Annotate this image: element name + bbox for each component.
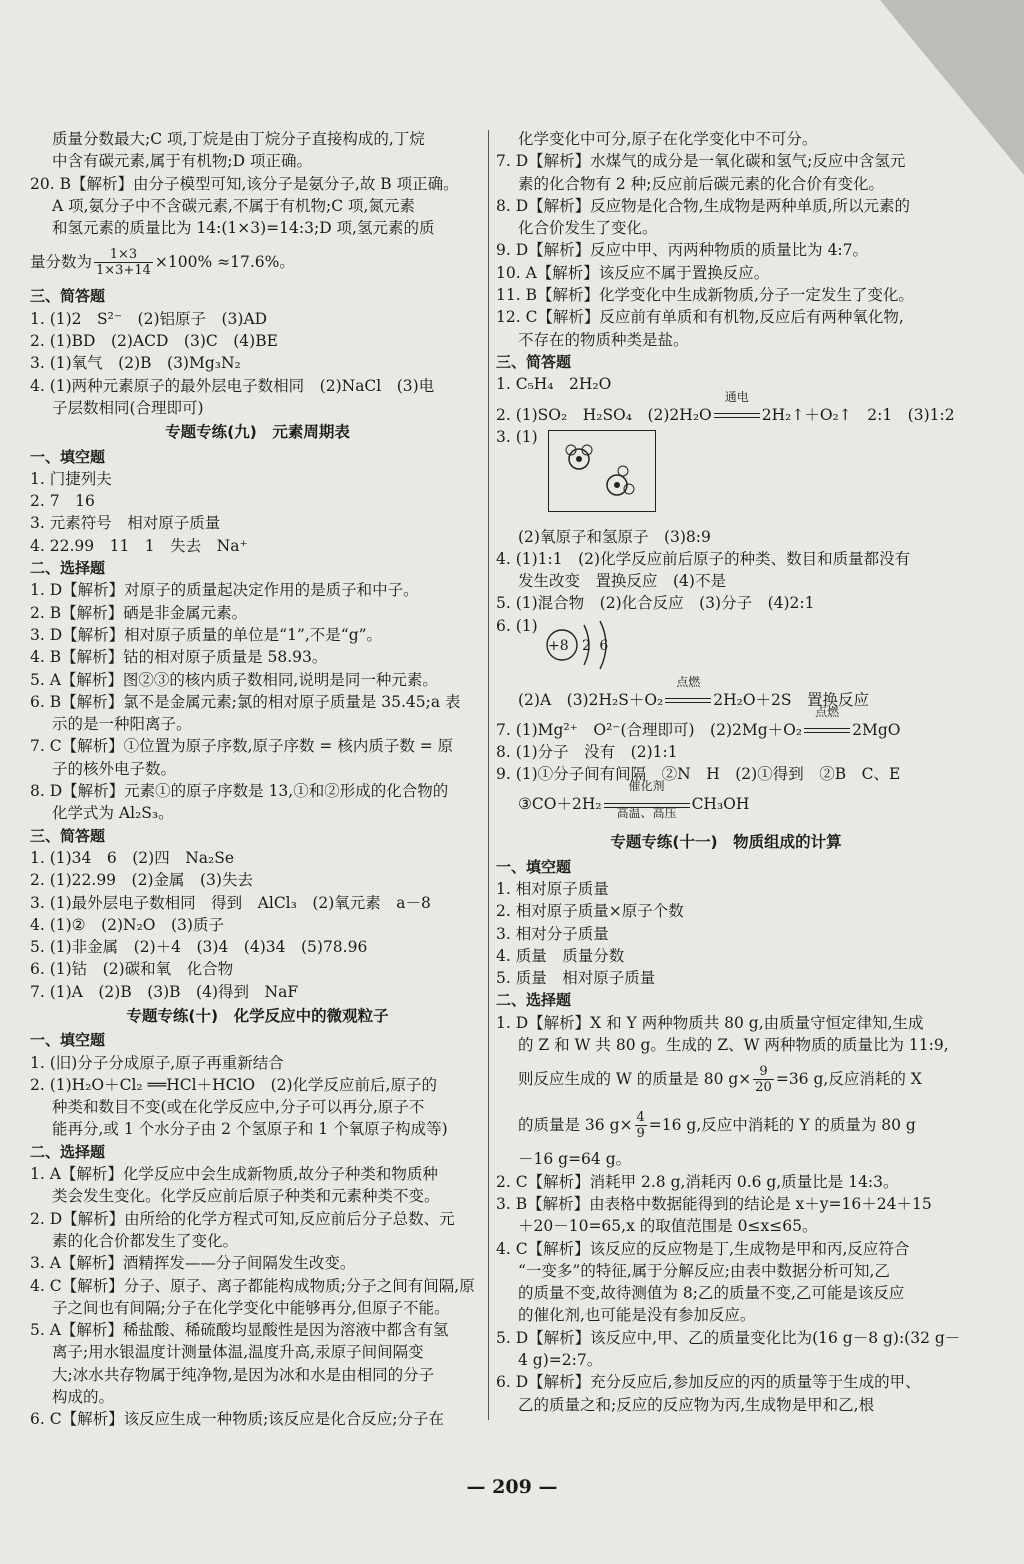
answer-line: 9. (1)①分子间有间隔 ②N H (2)①得到 ②B C、E: [496, 765, 901, 784]
answer-line: 6. B【解析】氯不是金属元素;氯的相对原子质量是 35.45;a 表: [30, 692, 461, 711]
answer-line: 4. (1)② (2)N₂O (3)质子: [30, 915, 224, 934]
section-heading: 二、选择题: [30, 1142, 106, 1161]
answer-line-fraction: [30, 239, 485, 285]
reaction-condition: 点燃: [676, 674, 701, 689]
fraction-numerator: 1×3: [94, 247, 153, 263]
answer-line: 3. (1)氧气 (2)B (3)Mg₃N₂: [30, 354, 241, 373]
column-divider: [488, 130, 489, 1420]
answer-line: 和氢元素的质量比为 14:(1×3)=14:3;D 项,氢元素的质: [52, 219, 435, 238]
text-run: 2H₂O＋2S 置换反应: [713, 690, 870, 709]
oxygen-atom-diagram: [540, 615, 630, 675]
equals-bar: [665, 698, 711, 703]
answer-line-fraction: [496, 1056, 956, 1102]
answer-line: 1. C₅H₄ 2H₂O: [496, 375, 612, 394]
equals-bar: [714, 413, 760, 418]
answer-line: 1. 相对原子质量: [496, 879, 609, 898]
text-run: 2. (1)SO₂ H₂SO₄ (2)2H₂O: [496, 405, 712, 424]
answer-line: 10. A【解析】该反应不属于置换反应。: [496, 263, 770, 282]
answer-line: (2)氧原子和氢原子 (3)8:9: [518, 527, 711, 546]
answer-line: 2. 7 16: [30, 492, 95, 511]
answer-line: 3. A【解析】酒精挥发——分子间隔发生改变。: [30, 1254, 356, 1273]
answer-line: 6. D【解析】充分反应后,参加反应的丙的质量等于生成的甲、: [496, 1373, 921, 1392]
section-heading: 三、简答题: [30, 287, 106, 306]
answer-line: 1. A【解析】化学反应中会生成新物质,故分子种类和物质种: [30, 1165, 438, 1184]
chemical-equation: [496, 779, 956, 829]
atom-structure-line: [496, 615, 956, 681]
text-run: 2MgO: [852, 720, 901, 739]
chapter-title: 专题专练(十一) 物质组成的计算: [610, 833, 842, 852]
section-heading: 二、选择题: [496, 991, 572, 1010]
answer-line-fraction: [496, 1102, 956, 1148]
fraction-numerator: 4: [636, 1109, 645, 1125]
fraction-numerator: 9: [753, 1064, 774, 1080]
answer-line: 4. (1)1:1 (2)化学反应前后原子的种类、数目和质量都没有: [496, 549, 911, 568]
molecule-diagram-line: [496, 426, 956, 526]
fraction-denominator: 1×3+14: [96, 262, 151, 278]
fraction: [753, 1064, 774, 1095]
answer-line: 示的是一种阳离子。: [52, 715, 192, 734]
answer-line: 乙的质量之和;反应的反应物为丙,生成物是甲和乙,根: [518, 1395, 875, 1414]
text-run: 量分数为: [30, 253, 93, 272]
reaction-arrow: [604, 779, 690, 821]
answer-line: 4. (1)两种元素原子的最外层电子数相同 (2)NaCl (3)电: [30, 376, 435, 395]
answer-line: 化学变化中可分,原子在化学变化中不可分。: [518, 130, 818, 148]
chemical-equation: [496, 704, 956, 741]
answer-line: 1. (1)34 6 (2)四 Na₂Se: [30, 848, 235, 867]
answer-line: 化学式为 Al₂S₃。: [52, 804, 174, 823]
answer-line: 8. D【解析】反应物是化合物,生成物是两种单质,所以元素的: [496, 196, 910, 215]
page-number: — 209 —: [466, 1476, 558, 1498]
answer-line: 1. (旧)分子分成原子,原子再重新结合: [30, 1053, 284, 1072]
text-run: 则反应生成的 W 的质量是 80 g×: [518, 1070, 752, 1089]
section-heading: 三、简答题: [496, 352, 572, 371]
text-run: 的质量是 36 g×: [518, 1116, 633, 1135]
answer-line: 2. (1)22.99 (2)金属 (3)失去: [30, 871, 253, 890]
chapter-title: 专题专练(九) 元素周期表: [165, 423, 350, 442]
answer-line: 的 Z 和 W 共 80 g。生成的 Z、W 两种物质的质量比为 11:9,: [518, 1036, 949, 1055]
answer-line: 4. 22.99 11 1 失去 Na⁺: [30, 536, 248, 555]
answer-line: －16 g=64 g。: [518, 1150, 632, 1169]
text-run: (2)A (3)2H₂S＋O₂: [518, 690, 664, 709]
answer-line: 能再分,或 1 个水分子由 2 个氢原子和 1 个氧原子构成等): [52, 1120, 448, 1139]
equals-bar: [804, 728, 850, 733]
answer-line: 离子;用水银温度计测量体温,温度升高,汞原子间间隔变: [52, 1343, 424, 1362]
fraction-denominator: 9: [636, 1125, 645, 1141]
answer-line: 7. C【解析】①位置为原子序数,原子序数 = 核内质子数 = 原: [30, 737, 454, 756]
text-run: =36 g,反应消耗的 X: [775, 1070, 922, 1089]
answer-line: 1. (1)2 S²⁻ (2)铝原子 (3)AD: [30, 309, 268, 328]
chemical-equation: [496, 389, 956, 426]
text-run: ③CO＋2H₂: [518, 795, 602, 814]
answer-line: 素的化合价都发生了变化。: [52, 1231, 239, 1250]
section-heading: 一、填空题: [496, 857, 572, 876]
water-molecules-figure: [549, 431, 655, 511]
answer-line: 4. C【解析】该反应的反应物是丁,生成物是甲和丙,反应符合: [496, 1239, 910, 1258]
answer-line: 的质量不变,故待测值为 8;乙的质量不变,乙可能是该反应: [518, 1284, 905, 1303]
answer-line: 6. (1)钴 (2)碳和氧 化合物: [30, 960, 234, 979]
fraction: [635, 1110, 647, 1141]
answer-line: 中含有碳元素,属于有机物;D 项正确。: [52, 152, 313, 171]
answer-line: 6. C【解析】该反应生成一种物质;该反应是化合反应;分子在: [30, 1410, 445, 1429]
page-number-value: 209: [492, 1476, 532, 1498]
answer-line: 大;冰水共存物属于纯净物,是因为冰和水是由相同的分子: [52, 1365, 435, 1384]
answer-line: 2. (1)BD (2)ACD (3)C (4)BE: [30, 332, 278, 351]
answer-line: 20. B【解析】由分子模型可知,该分子是氨分子,故 B 项正确。: [30, 174, 459, 193]
answer-line: 类会发生变化。化学反应前后原子种类和元素种类不变。: [52, 1187, 440, 1206]
answer-line: 子的核外电子数。: [52, 759, 177, 778]
answer-line: 化合价发生了变化。: [518, 219, 658, 238]
text-run: 6. (1): [496, 616, 538, 635]
section-heading: 一、填空题: [30, 447, 106, 466]
answer-line: 3. (1)最外层电子数相同 得到 AlCl₃ (2)氧元素 a－8: [30, 893, 431, 912]
reaction-condition: 催化剂: [628, 779, 665, 794]
chapter-title: 专题专练(十) 化学反应中的微观粒子: [126, 1006, 389, 1025]
answer-line: 素的化合物有 2 种;反应前后碳元素的化合价有变化。: [518, 174, 884, 193]
reaction-condition-under: 高温、高压: [616, 806, 677, 821]
reaction-condition: 通电: [724, 389, 749, 404]
section-heading: 三、简答题: [30, 826, 106, 845]
text-run: 7. (1)Mg²⁺ O²⁻(合理即可) (2)2Mg＋O₂: [496, 720, 803, 739]
left-column: [30, 128, 485, 1431]
text-run: =16 g,反应中消耗的 Y 的质量为 80 g: [648, 1116, 916, 1135]
answer-line: 2. D【解析】由所给的化学方程式可知,反应前后分子总数、元: [30, 1209, 455, 1228]
answer-line: 9. D【解析】反应中甲、丙两种物质的质量比为 4:7。: [496, 241, 869, 260]
answer-line: 1. D【解析】对原子的质量起决定作用的是质子和中子。: [30, 581, 419, 600]
section-heading: 二、选择题: [30, 559, 106, 578]
answer-line: “一变多”的特征,属于分解反应;由表中数据分析可知,乙: [518, 1261, 890, 1280]
answer-line: 2. (1)H₂O＋Cl₂ ══HCl＋HClO (2)化学反应前后,原子的: [30, 1075, 437, 1094]
answer-line: 子之间也有间隔;分子在化学变化中能够再分,但原子不能。: [52, 1298, 450, 1317]
answer-line: 3. 元素符号 相对原子质量: [30, 514, 221, 533]
fraction: [94, 247, 153, 278]
reaction-arrow: [714, 389, 760, 426]
answer-line: 2. 相对原子质量×原子个数: [496, 902, 684, 921]
answer-line: 的催化剂,也可能是没有参加反应。: [518, 1306, 756, 1325]
answer-line: 1. D【解析】X 和 Y 两种物质共 80 g,由质量守恒定律知,生成: [496, 1013, 924, 1032]
reaction-arrow: [804, 704, 850, 741]
answer-line: 3. B【解析】由表格中数据能得到的结论是 x＋y=16＋24＋15: [496, 1194, 932, 1213]
answer-line: ＋20－10=65,x 的取值范围是 0≤x≤65。: [518, 1217, 818, 1236]
answer-line: 5. A【解析】稀盐酸、稀硫酸均显酸性是因为溶液中都含有氢: [30, 1321, 449, 1340]
answer-line: 4. B【解析】钴的相对原子质量是 58.93。: [30, 648, 328, 667]
answer-line: 5. 质量 相对原子质量: [496, 969, 656, 988]
answer-line: A 项,氨分子中不含碳元素,不属于有机物;C 项,氮元素: [52, 196, 415, 215]
text-run: ×100% ≈17.6%。: [154, 253, 295, 272]
answer-line: 7. D【解析】水煤气的成分是一氧化碳和氢气;反应中含氢元: [496, 152, 906, 171]
fraction-denominator: 20: [755, 1079, 772, 1095]
answer-line: 3. 相对分子质量: [496, 924, 609, 943]
answer-line: 构成的。: [52, 1388, 115, 1407]
answer-line: 2. B【解析】硒是非金属元素。: [30, 603, 248, 622]
chemical-equation: [496, 674, 956, 711]
section-heading: 一、填空题: [30, 1031, 106, 1050]
answer-line: 11. B【解析】化学变化中生成新物质,分子一定发生了变化。: [496, 286, 914, 305]
answer-line: 4. 质量 质量分数: [496, 946, 625, 965]
answer-line: 5. (1)混合物 (2)化合反应 (3)分子 (4)2:1: [496, 594, 815, 613]
answer-line: 7. (1)A (2)B (3)B (4)得到 NaF: [30, 982, 299, 1001]
answer-line: 12. C【解析】反应前有单质和有机物,反应后有两种氧化物,: [496, 308, 904, 327]
text-run: CH₃OH: [691, 795, 750, 814]
answer-line: 种类和数目不变(或在化学反应中,分子可以再分,原子不: [52, 1098, 425, 1117]
atom-nucleus-charge: +8: [548, 637, 569, 654]
answer-line: 发生改变 置换反应 (4)不是: [518, 572, 726, 591]
answer-line: 5. (1)非金属 (2)＋4 (3)4 (4)34 (5)78.96: [30, 938, 368, 957]
molecule-diagram-box: [548, 430, 656, 512]
electron-shell-counts: 2 6: [582, 637, 611, 654]
reaction-arrow: [665, 674, 711, 711]
right-column: [496, 128, 961, 1416]
text-run: 3. (1): [496, 427, 538, 446]
answer-line: 5. A【解析】图②③的核内质子数相同,说明是同一种元素。: [30, 670, 438, 689]
answer-line: 不存在的物质种类是盐。: [518, 330, 689, 349]
answer-line: 1. 门捷列夫: [30, 469, 112, 488]
answer-line: 子层数相同(合理即可): [52, 398, 204, 417]
answer-line: 4 g)=2:7。: [518, 1350, 603, 1369]
reaction-condition: 点燃: [815, 704, 840, 719]
text-run: 2H₂↑＋O₂↑ 2:1 (3)1:2: [761, 405, 955, 424]
answer-line: 质量分数最大;C 项,丁烷是由丁烷分子直接构成的,丁烷: [52, 130, 425, 148]
answer-line: 8. D【解析】元素①的原子序数是 13,①和②形成的化合物的: [30, 782, 449, 801]
answer-line: 5. D【解析】该反应中,甲、乙的质量变化比为(16 g－8 g):(32 g－: [496, 1328, 961, 1347]
answer-line: 2. C【解析】消耗甲 2.8 g,消耗丙 0.6 g,质量比是 14:3。: [496, 1172, 899, 1191]
answer-line: 3. D【解析】相对原子质量的单位是“1”,不是“g”。: [30, 625, 383, 644]
answer-line: 4. C【解析】分子、原子、离子都能构成物质;分子之间有间隔,原: [30, 1276, 475, 1295]
answer-line: 8. (1)分子 没有 (2)1:1: [496, 742, 678, 761]
